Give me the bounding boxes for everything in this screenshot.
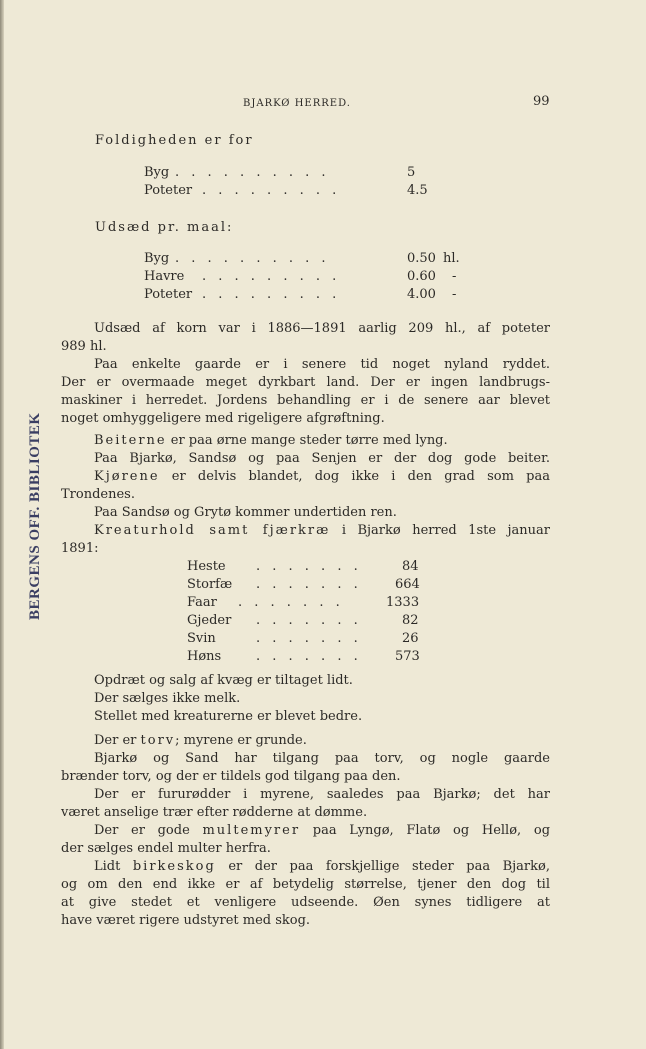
leader-dots: . . . . . . . . . (202, 287, 341, 302)
table-row-value: 0.50 (407, 251, 436, 266)
body-line: Opdræt og salg af kvæg er tiltaget lidt. (94, 673, 353, 688)
body-text: i Bjarkø herred 1ste januar (341, 523, 550, 538)
leader-dots: . . . . . . . (256, 631, 362, 646)
table-row-label: Poteter (144, 287, 193, 302)
body-text: er paa ørne mange steder tørre med lyng. (170, 433, 448, 448)
body-text: er der paa forskjellige steder paa Bjarkø, (228, 859, 550, 874)
leader-dots: . . . . . . . (238, 595, 344, 610)
leader-dots: . . . . . . . (256, 649, 362, 664)
page-edge (0, 0, 4, 1049)
table-row-value: 1333 (386, 595, 420, 610)
spaced-term: torv (140, 733, 176, 748)
spaced-term: Beiterne (94, 433, 167, 448)
table-row-label: Høns (187, 649, 222, 664)
leader-dots: . . . . . . . (256, 613, 362, 628)
library-stamp: BERGENS OFF. BIBLIOTEK (27, 412, 43, 620)
spaced-term: Kjørene (94, 469, 160, 484)
body-line: Stellet med kreaturerne er blevet bedre. (94, 709, 363, 724)
table-row-label: Heste (187, 559, 226, 574)
table-row-value: 84 (402, 559, 419, 574)
table-row-label: Byg (144, 165, 170, 180)
udsaed-heading: Udsæd pr. maal: (95, 220, 234, 235)
table-row-unit: hl. (443, 251, 460, 266)
table-row-label: Havre (144, 269, 185, 284)
body-line: Der sælges ikke melk. (94, 691, 241, 706)
body-line (94, 469, 550, 485)
leader-dots: . . . . . . . (256, 559, 362, 574)
body-line: Bjarkø og Sand har tilgang paa torv, og nogle gaarde (94, 751, 550, 766)
body-line: noget omhyggeligere med rigeligere afgrøftning. (61, 411, 385, 426)
body-line: Paa Bjarkø, Sandsø og paa Senjen er der dog gode beiter. (94, 451, 550, 466)
body-line (94, 823, 550, 839)
table-row-unit: - (452, 269, 457, 284)
table-row-label: Byg (144, 251, 170, 266)
table-row-value: 4.5 (407, 183, 428, 198)
leader-dots: . . . . . . . . . (202, 183, 341, 198)
leader-dots: . . . . . . . . . . (175, 165, 330, 180)
body-line: og om den end ikke er af betydelig størrelse, tjener den dog til (61, 877, 550, 892)
table-row-value: 26 (402, 631, 419, 646)
foldighed-heading: Foldigheden er for (95, 133, 254, 148)
table-row-label: Storfæ (187, 577, 233, 592)
table-row-value: 82 (402, 613, 419, 628)
body-text: ; myrene er grunde. (175, 733, 307, 748)
body-line: Paa enkelte gaarde er i senere tid noget nyland ryddet. (94, 357, 550, 372)
body-text: Lidt (94, 859, 121, 874)
table-row-label: Gjeder (187, 613, 232, 628)
body-line: været anselige trær efter rødderne at dømme. (61, 805, 368, 820)
table-row-label: Svin (187, 631, 216, 646)
spaced-term: multemyrer (202, 823, 301, 838)
page-number: 99 (533, 94, 550, 109)
leader-dots: . . . . . . . (256, 577, 362, 592)
body-line: Udsæd af korn var i 1886—1891 aarlig 209 hl., af poteter (94, 321, 550, 336)
body-text: Der er (94, 733, 137, 748)
body-line: Der er fururødder i myrene, saaledes paa Bjarkø; det har (94, 787, 550, 802)
table-row-value: 5 (407, 165, 416, 180)
leader-dots: . . . . . . . . . (202, 269, 341, 284)
body-line: Paa Sandsø og Grytø kommer undertiden ren. (94, 505, 397, 520)
table-row-value: 573 (395, 649, 420, 664)
body-line: 989 hl. (61, 339, 107, 354)
spaced-term: Kreaturhold samt fjærkræ (94, 523, 331, 538)
body-line: maskiner i herredet. Jordens behandling er i de senere aar blevet (61, 393, 550, 408)
body-text: Der er gode (94, 823, 190, 838)
body-line: at give stedet et venligere udseende. Øen synes tidligere at (61, 895, 550, 910)
table-row-unit: - (452, 287, 457, 302)
body-line (94, 433, 550, 449)
body-line: brænder torv, og der er tildels god tilgang paa den. (61, 769, 401, 784)
table-row-label: Poteter (144, 183, 193, 198)
spaced-term: birkeskog (132, 859, 216, 874)
running-header: BJARKØ HERRED. (243, 98, 351, 109)
table-row-label: Faar (187, 595, 217, 610)
body-line (94, 523, 550, 539)
body-line: Trondenes. (61, 487, 135, 502)
leader-dots: . . . . . . . . . . (175, 251, 330, 266)
body-line: Der er overmaade meget dyrkbart land. Der er ingen landbrugs- (61, 375, 550, 390)
body-line (94, 733, 307, 749)
body-line: 1891: (61, 541, 99, 556)
table-row-value: 664 (395, 577, 420, 592)
body-line: der sælges endel multer herfra. (61, 841, 271, 856)
body-text: er delvis blandet, dog ikke i den grad som paa (171, 469, 550, 484)
table-row-value: 4.00 (407, 287, 436, 302)
body-text: paa Lyngø, Flatø og Hellø, og (312, 823, 551, 838)
body-line (94, 859, 550, 875)
table-row-value: 0.60 (407, 269, 436, 284)
body-line: have været rigere udstyret med skog. (61, 913, 311, 928)
